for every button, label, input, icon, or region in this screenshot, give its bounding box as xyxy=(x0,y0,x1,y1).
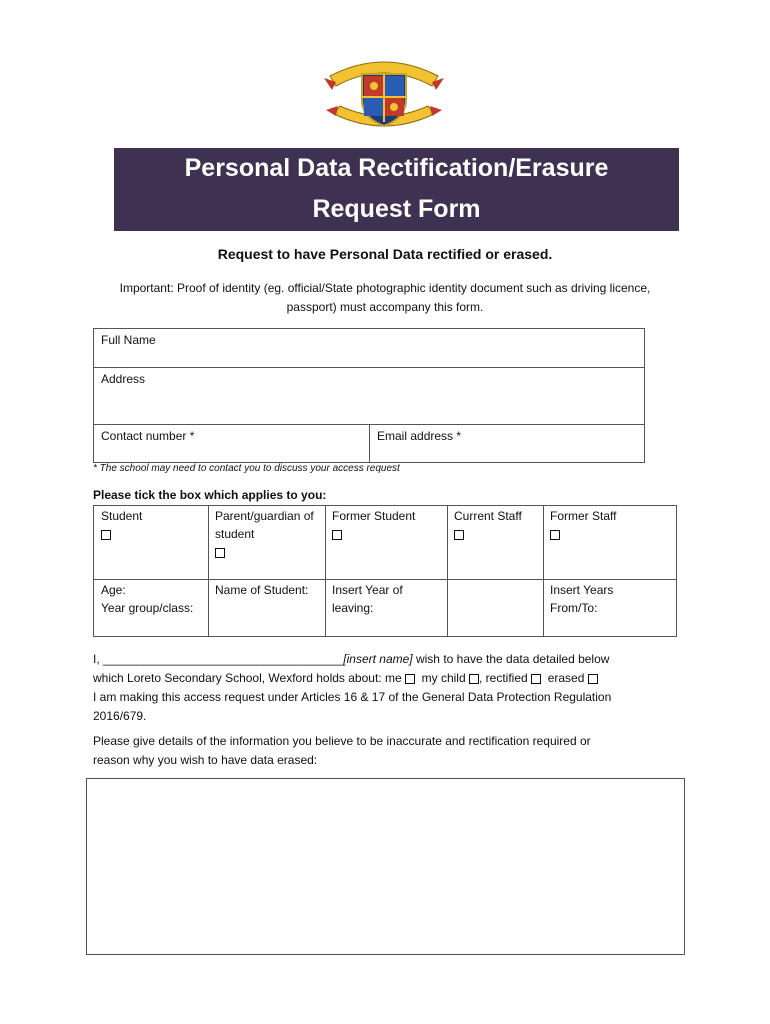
erased-label: erased xyxy=(547,671,585,685)
student-checkbox[interactable] xyxy=(101,530,111,540)
name-blank[interactable]: I, ____________________________________ xyxy=(93,652,344,666)
option-former-staff xyxy=(543,507,676,543)
declaration-line2-text: which Loreto Secondary School, Wexford holds about: me xyxy=(93,671,402,685)
form-title-banner xyxy=(114,148,679,231)
year-leaving-label: Insert Year of leaving: xyxy=(332,583,403,615)
details-textarea[interactable] xyxy=(86,778,685,955)
form-title-line1: Personal Data Rectification/Erasure xyxy=(184,154,609,182)
form-subtitle: Request to have Personal Data rectified or erased. xyxy=(217,246,553,262)
full-name-field[interactable] xyxy=(93,328,645,368)
parent-checkbox[interactable] xyxy=(215,548,225,558)
full-name-label: Full Name xyxy=(101,333,156,347)
address-label: Address xyxy=(101,372,146,386)
contact-number-label: Contact number * xyxy=(101,429,195,443)
gdpr-statement: I am making this access request under Articles 16 & 17 of the General Data Protection Regulation xyxy=(93,690,612,704)
year-group-label: Year group/class: xyxy=(101,601,194,615)
address-field[interactable] xyxy=(93,367,645,425)
me-checkbox[interactable] xyxy=(405,674,415,684)
year-leaving-cell[interactable] xyxy=(325,581,447,617)
my-child-label: my child xyxy=(421,671,466,685)
option-former-student-label: Former Student xyxy=(332,509,416,523)
declaration-line1-text: wish to have the data detailed below xyxy=(412,652,610,666)
option-parent-label: Parent/guardian of student xyxy=(215,509,314,541)
option-former-student xyxy=(325,507,447,543)
age-cell[interactable] xyxy=(94,581,208,617)
option-student xyxy=(94,507,208,543)
details-prompt xyxy=(93,732,693,770)
student-name-cell[interactable] xyxy=(208,581,325,599)
category-heading: Please tick the box which applies to you: xyxy=(93,488,327,502)
form-title-line2: Request Form xyxy=(312,195,481,223)
identity-notice: Important: Proof of identity (eg. official/State photographic identity document such as driving licence, passport) must accompany this form. xyxy=(119,281,651,314)
erased-checkbox[interactable] xyxy=(588,674,598,684)
option-current-staff xyxy=(447,507,543,543)
former-staff-checkbox[interactable] xyxy=(550,530,560,540)
insert-name-hint: [insert name] xyxy=(343,652,413,666)
details-prompt-line2: reason why you wish to have data erased: xyxy=(93,753,318,767)
option-current-staff-label: Current Staff xyxy=(454,509,522,523)
table-row-divider xyxy=(94,579,676,580)
years-from-to-cell[interactable] xyxy=(543,581,676,617)
contact-number-field[interactable] xyxy=(93,424,370,463)
email-label: Email address * xyxy=(377,429,462,443)
option-student-label: Student xyxy=(101,509,143,523)
student-name-label: Name of Student: xyxy=(215,583,309,597)
option-parent xyxy=(208,507,325,561)
details-prompt-line1: Please give details of the information you believe to be inaccurate and rectification required or xyxy=(93,734,591,748)
school-crest-logo xyxy=(322,56,446,132)
current-staff-checkbox[interactable] xyxy=(454,530,464,540)
age-label: Age: xyxy=(101,583,126,597)
contact-note: * The school may need to contact you to discuss your access request xyxy=(93,463,400,474)
declaration-paragraph xyxy=(93,650,693,726)
rectified-checkbox[interactable] xyxy=(531,674,541,684)
email-field[interactable] xyxy=(369,424,645,463)
option-former-staff-label: Former Staff xyxy=(550,509,617,523)
category-table xyxy=(93,505,677,637)
former-student-checkbox[interactable] xyxy=(332,530,342,540)
gdpr-regulation-number: 2016/679. xyxy=(93,709,147,723)
years-from-to-label: Insert Years From/To: xyxy=(550,583,614,615)
rectified-label: , rectified xyxy=(479,671,528,685)
my-child-checkbox[interactable] xyxy=(469,674,479,684)
